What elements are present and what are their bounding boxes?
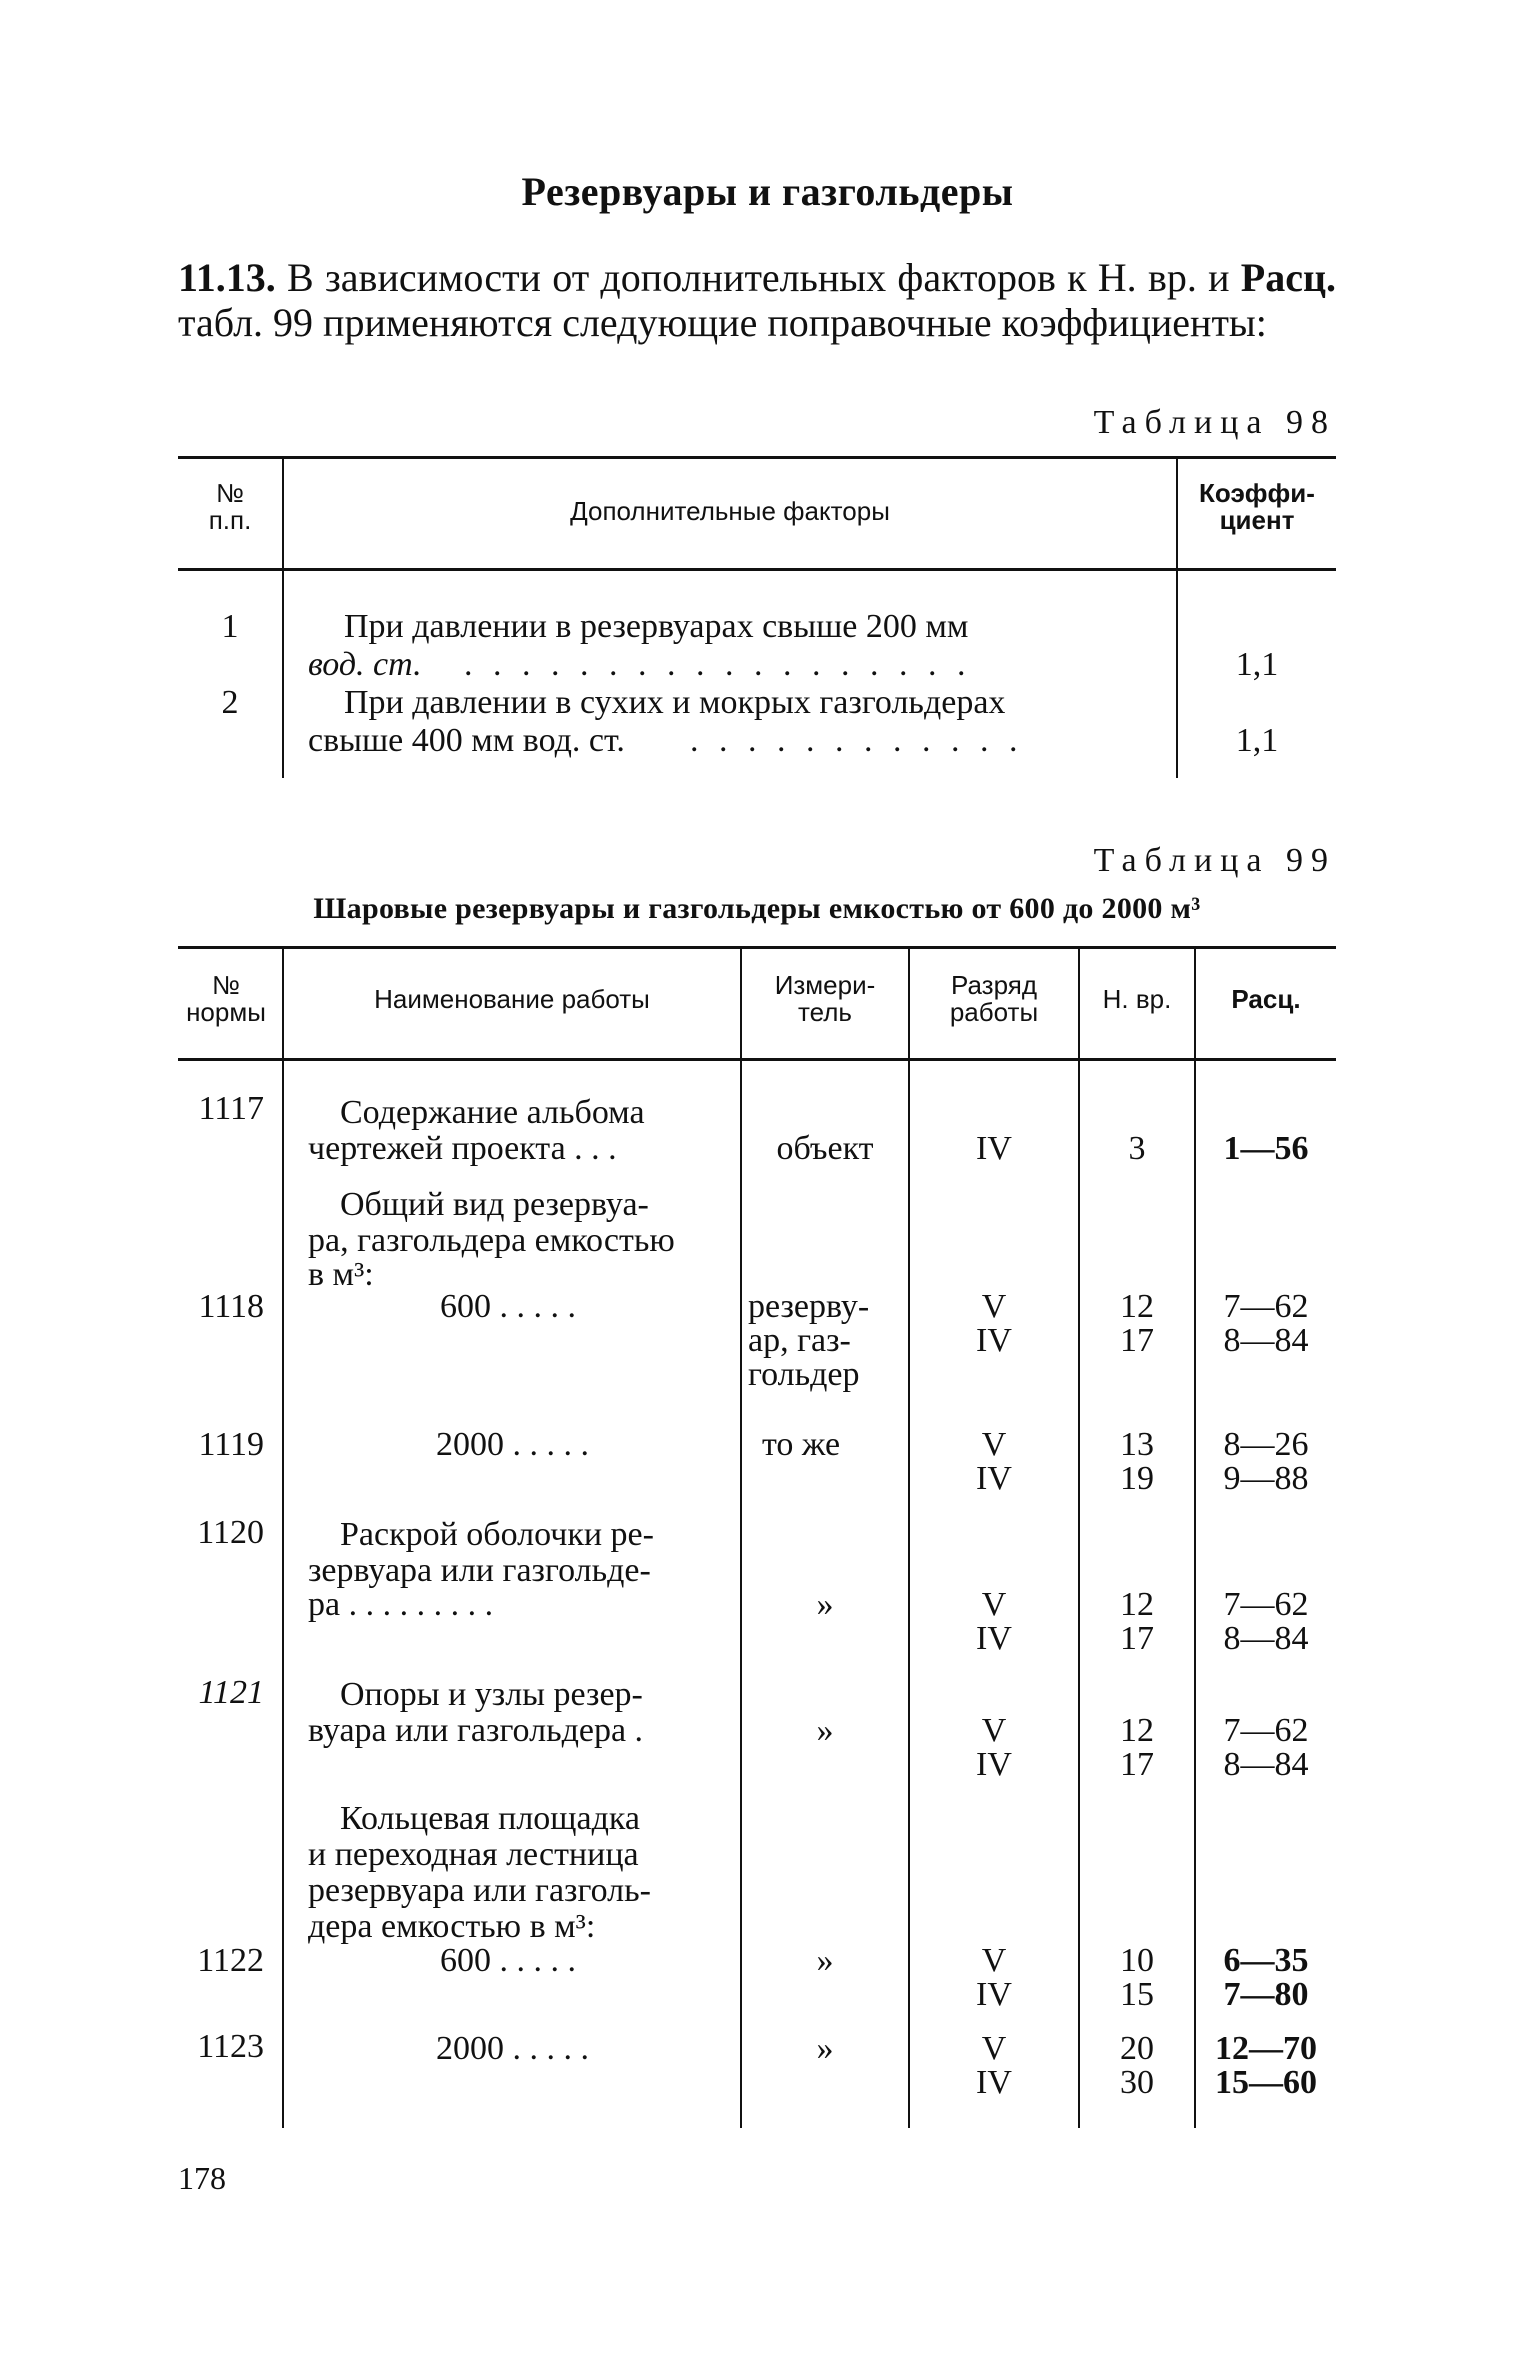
work-name-line: 600 . . . . . xyxy=(440,1288,576,1325)
grade-cell: V xyxy=(981,1586,1007,1623)
grade-cell: V xyxy=(981,1426,1007,1463)
unit-cell: ар, газ- xyxy=(748,1322,851,1359)
unit-cell: » xyxy=(816,1712,834,1749)
rate-cell: 7—80 xyxy=(1223,1976,1309,2013)
table99-header-name: Наименование работы xyxy=(374,984,650,1014)
table98-row-factor-line2: свыше 400 мм вод. ст. xyxy=(308,722,625,759)
table98-label: Таблица 98 xyxy=(1093,404,1336,441)
intro-text-a: В зависимости от дополнительных факторов к Н. вр. и xyxy=(275,255,1241,300)
table98-row-num: 2 xyxy=(221,684,239,721)
table99-col-divider xyxy=(282,948,284,2128)
hours-cell: 20 xyxy=(1120,2030,1154,2067)
group-title-line: Кольцевая площадка xyxy=(340,1800,640,1837)
hours-cell: 3 xyxy=(1128,1130,1146,1167)
unit-cell: резерву- xyxy=(748,1288,870,1325)
table98-row-dots: . . . . . . . . . . . . xyxy=(690,722,1024,759)
group-title-line: Общий вид резервуа- xyxy=(340,1186,649,1223)
work-name-line: 2000 . . . . . xyxy=(436,2030,589,2067)
hours-cell: 12 xyxy=(1120,1586,1154,1623)
rate-cell: 8—26 xyxy=(1223,1426,1309,1463)
table98-row-factor-line1: При давлении в сухих и мокрых газгольдерах xyxy=(344,684,1006,721)
work-name-line: зервуара или газгольде- xyxy=(308,1552,651,1589)
work-name-line: вуара или газгольдера . xyxy=(308,1712,644,1749)
unit-cell: то же xyxy=(762,1426,841,1463)
table98-row-dots: . . . . . . . . . . . . . . . . . . xyxy=(464,646,972,683)
norm-number: 1123 xyxy=(197,2028,264,2065)
table99-header-grade: Разряд работы xyxy=(949,970,1039,1027)
hours-cell: 19 xyxy=(1120,1460,1154,1497)
intro-text-b: табл. 99 применяются следующие поправочные коэффициенты: xyxy=(178,300,1267,345)
grade-cell: V xyxy=(981,1712,1007,1749)
table99-header-hours: Н. вр. xyxy=(1102,984,1172,1014)
rate-cell: 1—56 xyxy=(1223,1130,1309,1167)
rate-cell: 15—60 xyxy=(1215,2064,1317,2101)
group-title-line: и переходная лестница xyxy=(308,1836,639,1873)
table99-label: Таблица 99 xyxy=(1093,842,1336,879)
table98-header-rule xyxy=(178,568,1336,571)
work-name-line: ра . . . . . . . . . xyxy=(308,1586,494,1623)
hours-cell: 12 xyxy=(1120,1712,1154,1749)
hours-cell: 10 xyxy=(1120,1942,1154,1979)
table98-top-rule xyxy=(178,456,1336,459)
table99-header-num: № нормы xyxy=(186,970,266,1027)
grade-cell: IV xyxy=(976,1976,1012,2013)
group-title-line: в м³: xyxy=(308,1256,374,1293)
work-name-line: Содержание альбома xyxy=(340,1094,645,1131)
unit-cell: » xyxy=(816,2030,834,2067)
work-name-line: 2000 . . . . . xyxy=(436,1426,589,1463)
norm-number: 1117 xyxy=(198,1090,264,1127)
rate-cell: 9—88 xyxy=(1223,1460,1309,1497)
rate-cell: 7—62 xyxy=(1223,1712,1309,1749)
group-title-line: дера емкостью в м³: xyxy=(308,1908,596,1945)
unit-cell: » xyxy=(816,1586,834,1623)
table99-header-unit: Измери- тель xyxy=(774,970,876,1027)
group-title-line: ра, газгольдера емкостью xyxy=(308,1222,675,1259)
rate-cell: 12—70 xyxy=(1215,2030,1317,2067)
norm-number: 1122 xyxy=(197,1942,264,1979)
work-name-line: Раскрой оболочки ре- xyxy=(340,1516,654,1553)
rate-cell: 7—62 xyxy=(1223,1586,1309,1623)
grade-cell: IV xyxy=(976,1130,1012,1167)
table98-header-num: № п.п. xyxy=(208,478,252,535)
rate-cell: 7—62 xyxy=(1223,1288,1309,1325)
hours-cell: 17 xyxy=(1120,1322,1154,1359)
hours-cell: 30 xyxy=(1120,2064,1154,2101)
grade-cell: V xyxy=(981,1942,1007,1979)
grade-cell: IV xyxy=(976,1746,1012,1783)
grade-cell: V xyxy=(981,1288,1007,1325)
norm-number: 1121 xyxy=(198,1674,264,1711)
table98-row-factor-line1: При давлении в резервуарах свыше 200 мм xyxy=(344,608,969,645)
norm-number: 1120 xyxy=(197,1514,264,1551)
table99-header-rate: Расц. xyxy=(1231,984,1301,1014)
norm-number: 1118 xyxy=(198,1288,264,1325)
page-number: 178 xyxy=(178,2160,226,2196)
rate-cell: 8—84 xyxy=(1223,1620,1309,1657)
table98-header-factor: Дополнительные факторы xyxy=(570,496,890,526)
work-name-line: чертежей проекта . . . xyxy=(308,1130,617,1167)
grade-cell: IV xyxy=(976,1620,1012,1657)
group-title-line: резервуара или газголь- xyxy=(308,1872,651,1909)
grade-cell: IV xyxy=(976,1322,1012,1359)
table98-row-coef: 1,1 xyxy=(1235,722,1279,759)
table98-row-num: 1 xyxy=(221,608,239,645)
table99-caption: Шаровые резервуары и газгольдеры емкостью от 600 до 2000 м³ xyxy=(313,892,1201,925)
work-name-line: 600 . . . . . xyxy=(440,1942,576,1979)
rate-cell: 8—84 xyxy=(1223,1322,1309,1359)
intro-bold-word: Расц. xyxy=(1240,255,1336,300)
table99-top-rule xyxy=(178,946,1336,949)
section-heading: Резервуары и газгольдеры xyxy=(521,169,1014,214)
hours-cell: 17 xyxy=(1120,1746,1154,1783)
intro-paragraph xyxy=(178,255,1336,345)
table98-header-coef: Коэффи- циент xyxy=(1199,478,1315,535)
work-name-line: Опоры и узлы резер- xyxy=(340,1676,643,1713)
hours-cell: 17 xyxy=(1120,1620,1154,1657)
norm-number: 1119 xyxy=(198,1426,264,1463)
unit-cell: » xyxy=(816,1942,834,1979)
hours-cell: 13 xyxy=(1120,1426,1154,1463)
table99-header-rule xyxy=(178,1058,1336,1061)
table98-row-factor-line2: вод. ст. xyxy=(308,646,422,683)
grade-cell: V xyxy=(981,2030,1007,2067)
rate-cell: 6—35 xyxy=(1223,1942,1309,1979)
hours-cell: 15 xyxy=(1120,1976,1154,2013)
rate-cell: 8—84 xyxy=(1223,1746,1309,1783)
hours-cell: 12 xyxy=(1120,1288,1154,1325)
unit-cell: объект xyxy=(776,1130,874,1167)
grade-cell: IV xyxy=(976,2064,1012,2101)
grade-cell: IV xyxy=(976,1460,1012,1497)
unit-cell: гольдер xyxy=(748,1356,860,1393)
table98-row-coef: 1,1 xyxy=(1235,646,1279,683)
clause-number: 11.13. xyxy=(178,255,276,300)
